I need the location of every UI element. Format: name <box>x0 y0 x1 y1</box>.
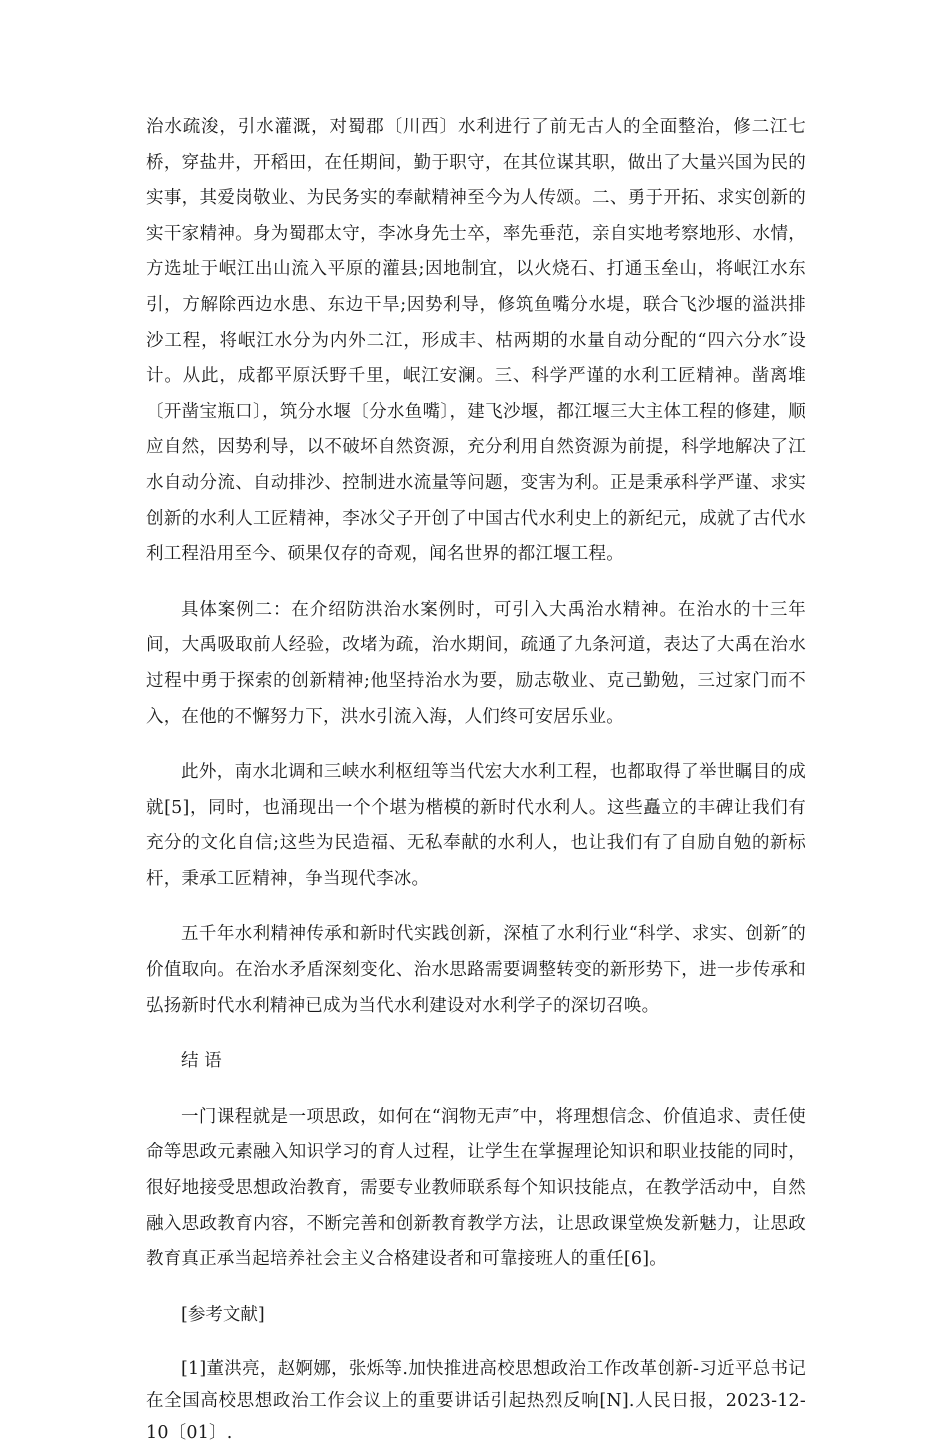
document-page <box>146 110 806 1449</box>
paragraph-conclusion: 一门课程就是一项思政，如何在“润物无声″中，将理想信念、价值追求、责任使命等思政元素融入知识学习的育人过程，让学生在掌握理论知识和职业技能的同时，很好地接受思想政治教育，需要专业教师联系每个知识技能点，在教学活动中，自然融入思政教育内容，不断完善和创新教育教学方法，让思政课堂焕发新魅力，让思政教育真正承当起培养社会主义合格建设者和可靠接班人的重任[6]。 <box>146 1106 806 1270</box>
paragraph-modern-projects: 此外，南水北调和三峡水利枢纽等当代宏大水利工程，也都取得了举世瞩目的成就[5]，同时，也涌现出一个个堪为楷模的新时代水利人。这些矗立的丰碑让我们有充分的文化自信;这些为民造福、无私奉献的水利人，也让我们有了自励自勉的新标杆，秉承工匠精神，争当现代李冰。 <box>146 762 806 889</box>
conclusion-heading: 结 语 <box>181 1051 222 1072</box>
reference-item-1: [1]董洪亮，赵婀娜，张烁等.加快推进高校思想政治工作改革创新-习近平总书记在全国高校思想政治工作会议上的重要讲话引起热烈反响[N].人民日报，2023-12-10〔01〕. <box>146 1359 806 1444</box>
references-heading: [参考文献] <box>181 1304 265 1325</box>
paragraph-case-two: 具体案例二：在介绍防洪治水案例时，可引入大禹治水精神。在治水的十三年间，大禹吸取前人经验，改堵为疏，治水期间，疏通了九条河道，表达了大禹在治水过程中勇于探索的创新精神;他坚持治水为要，励志敬业、克己勤勉，三过家门而不入，在他的不懈努力下，洪水引流入海，人们终可安居乐业。 <box>146 599 806 727</box>
paragraph-lijing-spirit: 治水疏浚，引水灌溉，对蜀郡〔川西〕水利进行了前无古人的全面整治，修二江七桥，穿盐井，开稻田，在任期间，勤于职守，在其位谋其职，做出了大量兴国为民的实事，其爱岗敬业、为民务实的奉献精神至今为人传颂。二、勇于开拓、求实创新的实干家精神。身为蜀郡太守，李冰身先士卒，率先垂范，亲自实地考察地形、水情，方选址于岷江出山流入平原的灌县;因地制宜，以火烧石、打通玉垒山，将岷江水东引，方解除西边水患、东边干旱;因势利导，修筑鱼嘴分水堤，联合飞沙堰的溢洪排沙工程，将岷江水分为内外二江，形成丰、枯两期的水量自动分配的“四六分水″设计。从此，成都平原沃野千里，岷江安澜。三、科学严谨的水利工匠精神。凿离堆〔开凿宝瓶口〕，筑分水堰〔分水鱼嘴〕，建飞沙堰，都江堰三大主体工程的修建，顺应自然，因势利导，以不破坏自然资源，充分利用自然资源为前提，科学地解决了江水自动分流、自动排沙、控制进水流量等问题，变害为利。正是秉承科学严谨、求实创新的水利人工匠精神，李冰父子开创了中国古代水利史上的新纪元，成就了古代水利工程沿用至今、硕果仅存的奇观，闻名世界的都江堰工程。 <box>146 117 806 565</box>
paragraph-water-spirit: 五千年水利精神传承和新时代实践创新，深植了水利行业“科学、求实、创新″的价值取向。在治水矛盾深刻变化、治水思路需要调整转变的新形势下，进一步传承和弘扬新时代水利精神已成为当代水利建设对水利学子的深切召唤。 <box>146 924 806 1016</box>
